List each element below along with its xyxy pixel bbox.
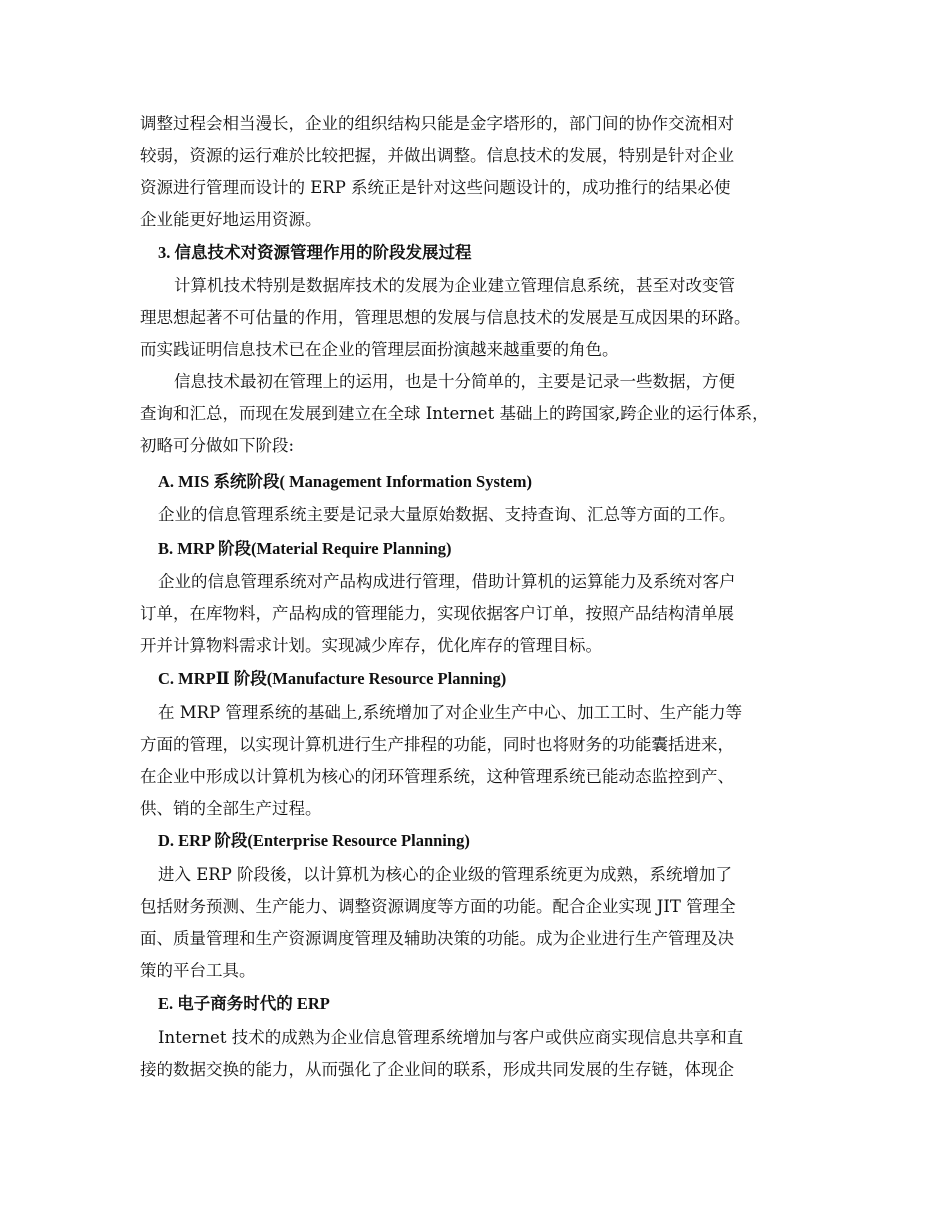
body-text-line: 进入 ERP 阶段後，以计算机为核心的企业级的管理系统更为成熟，系统增加了	[158, 865, 733, 884]
body-text-line: 供、销的全部生产过程。	[140, 799, 322, 818]
body-text-line: 方面的管理，以实现计算机进行生产排程的功能，同时也将财务的功能囊括进来，	[140, 735, 734, 754]
body-text-line: 包括财务预测、生产能力、调整资源调度等方面的功能。配合企业实现 JIT 管理全	[140, 897, 736, 916]
subheading-d: D. ERP 阶段(Enterprise Resource Planning)	[158, 831, 470, 850]
subheading-c: C. MRPⅡ 阶段(Manufacture Resource Planning)	[158, 669, 507, 688]
body-text-line: 在企业中形成以计算机为核心的闭环管理系统，这种管理系统已能动态监控到产、	[140, 767, 734, 786]
body-text-line: 企业能更好地运用资源。	[140, 210, 322, 229]
body-text-line: 计算机技术特别是数据库技术的发展为企业建立管理信息系统，甚至对改变管	[174, 276, 735, 295]
body-text-line: 企业的信息管理系统主要是记录大量原始数据、支持查询、汇总等方面的工作。	[158, 505, 736, 524]
body-text-line: 查询和汇总，而现在发展到建立在全球 Internet 基础上的跨国家,跨企业的运行体系，	[140, 404, 769, 423]
section-heading-3: 3. 信息技术对资源管理作用的阶段发展过程	[158, 243, 472, 262]
subheading-a: A. MIS 系统阶段( Management Information System)	[158, 472, 532, 491]
body-text-line: 面、质量管理和生产资源调度管理及辅助决策的功能。成为企业进行生产管理及决	[140, 929, 734, 948]
subheading-b: B. MRP 阶段(Material Require Planning)	[158, 539, 452, 558]
subheading-e: E. 电子商务时代的 ERP	[158, 994, 330, 1013]
body-text-line: 调整过程会相当漫长，企业的组织结构只能是金字塔形的，部门间的协作交流相对	[140, 114, 734, 133]
body-text-line: Internet 技术的成熟为企业信息管理系统增加与客户或供应商实现信息共享和直	[158, 1028, 744, 1047]
body-text-line: 而实践证明信息技术已在企业的管理层面扮演越来越重要的角色。	[140, 340, 619, 359]
body-text-line: 较弱，资源的运行难於比较把握，并做出调整。信息技术的发展，特别是针对企业	[140, 146, 734, 165]
body-text-line: 信息技术最初在管理上的运用，也是十分简单的，主要是记录一些数据，方便	[174, 372, 735, 391]
body-text-line: 订单，在库物料，产品构成的管理能力，实现依据客户订单，按照产品结构清单展	[140, 604, 734, 623]
body-text-line: 理思想起著不可估量的作用，管理思想的发展与信息技术的发展是互成因果的环路。	[140, 308, 751, 327]
body-text-line: 企业的信息管理系统对产品构成进行管理，借助计算机的运算能力及系统对客户	[158, 572, 736, 591]
body-text-line: 策的平台工具。	[140, 961, 256, 980]
body-text-line: 初略可分做如下阶段:	[140, 436, 295, 455]
body-text-line: 接的数据交换的能力，从而强化了企业间的联系，形成共同发展的生存链，体现企	[140, 1060, 734, 1079]
body-text-line: 在 MRP 管理系统的基础上,系统增加了对企业生产中心、加工工时、生产能力等	[158, 703, 743, 722]
body-text-line: 开并计算物料需求计划。实现减少库存，优化库存的管理目标。	[140, 636, 602, 655]
body-text-line: 资源进行管理而设计的 ERP 系统正是针对这些问题设计的，成功推行的结果必使	[140, 178, 731, 197]
